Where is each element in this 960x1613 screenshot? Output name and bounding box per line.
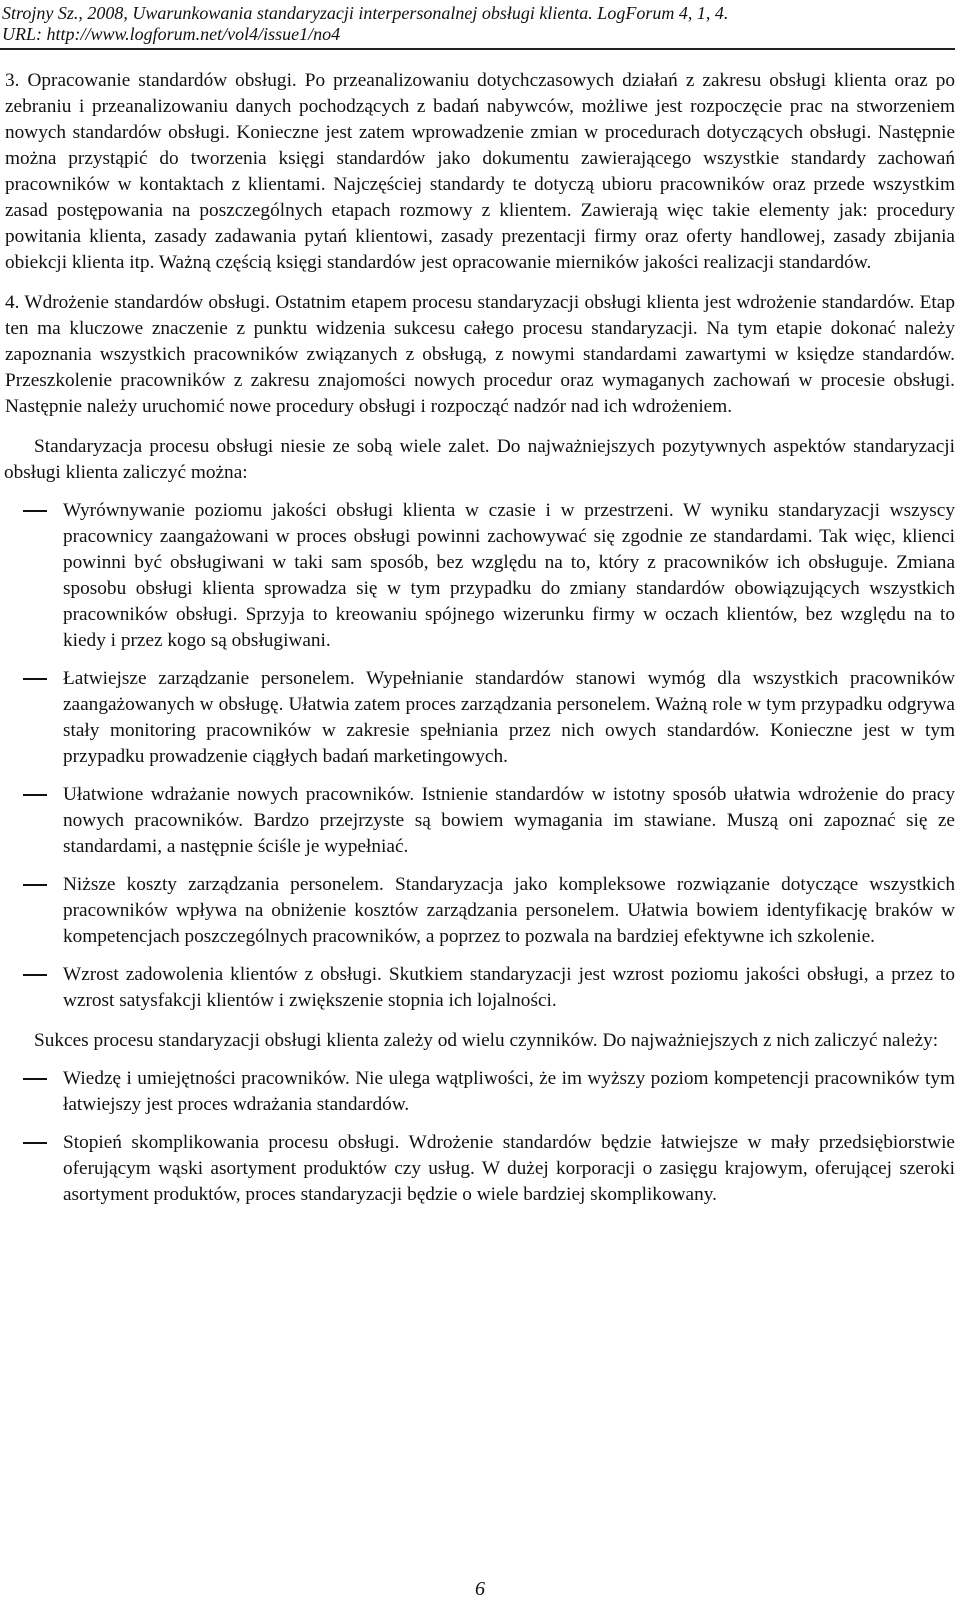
- header-divider: [0, 48, 955, 50]
- success-factor-item-1-text: Wiedzę i umiejętności pracowników. Nie ulega wątpliwości, że im wyższy poziom kompetencji pracowników tym łatwiejszy jest proces wdrażania standardów.: [63, 1068, 955, 1115]
- page-header: [2, 3, 942, 45]
- dash-bullet-icon: [23, 794, 47, 796]
- success-factor-item-2: [5, 1130, 955, 1208]
- advantage-item-3-text: Ułatwione wdrażanie nowych pracowników. Istnienie standardów w istotny sposób ułatwia wdrożenie do pracy nowych pracowników. Bardzo przejrzyste są bowiem wymagania im stawiane. Muszą oni zapoznać się ze standardami, a następnie ściśle je wypełniać.: [63, 784, 955, 857]
- section-4-paragraph: 4. Wdrożenie standardów obsługi. Ostatnim etapem procesu standaryzacji obsługi klienta jest wdrożenie standardów. Etap ten ma kluczowe znaczenie z punktu widzenia sukcesu całego procesu standaryzacji. Na tym etapie dokonać należy zapoznania wszystkich pracowników związanych z obsługą, z nowymi standardami zawartymi w księdze standardów. Przeszkolenie pracowników z zakresu znajomości nowych procedur oraz wymaganych zachowań w procesie obsługi. Następnie należy uruchomić nowe procedury obsługi i rozpocząć nadzór nad ich wdrożeniem.: [5, 292, 955, 417]
- advantage-item-2-text: Łatwiejsze zarządzanie personelem. Wypełnianie standardów stanowi wymóg dla wszystkich pracowników zaangażowanych w obsługę. Ułatwia zatem proces zarządzania personelem. Ważną role w tym przypadku odgrywa stały monitoring pracowników w zakresie spełniania przez nich owych standardów. Konieczne jest w tym przypadku prowadzenie ciągłych badań marketingowych.: [63, 668, 955, 767]
- success-intro: [5, 1028, 955, 1054]
- dash-bullet-icon: [23, 510, 47, 512]
- advantages-intro: [5, 434, 955, 486]
- header-citation: Strojny Sz., 2008, Uwarunkowania standaryzacji interpersonalnej obsługi klienta. LogForum 4, 1, 4.: [2, 3, 729, 23]
- dash-bullet-icon: [23, 678, 47, 680]
- advantage-item-4-text: Niższe koszty zarządzania personelem. Standaryzacja jako kompleksowe rozwiązanie dotyczące wszystkich pracowników wpływa na obniżenie kosztów zarządzania personelem. Ułatwia bowiem identyfikację braków w kompetencjach poszczególnych pracowników, a poprzez to pozwala na bardziej efektywne ich szkolenie.: [63, 874, 955, 947]
- section-3-paragraph: 3. Opracowanie standardów obsługi. Po przeanalizowaniu dotychczasowych działań z zakresu obsługi klienta oraz po zebraniu i przeanalizowaniu danych pochodzących z badań nabywców, możliwe jest rozpoczęcie prac na stworzeniem nowych standardów obsługi. Konieczne jest zatem wprowadzenie zmian w procedurach dotyczących obsługi. Następnie można przystąpić do tworzenia księgi standardów jako dokumentu zawierającego wszystkie standardy zachowań pracowników w kontaktach z klientami. Najczęściej standardy te dotyczą ubioru pracowników oraz przede wszystkim zasad postępowania na poszczególnych etapach rozmowy z klientem. Zawierają więc takie elementy jak: procedury powitania klienta, zasady zadawania pytań klientowi, zasady prezentacji firmy oraz oferty handlowej, zasady zbijania obiekcji klienta itp. Ważną częścią księgi standardów jest opracowanie mierników jakości realizacji standardów.: [5, 70, 955, 273]
- dash-bullet-icon: [23, 1078, 47, 1080]
- header-url: URL: http://www.logforum.net/vol4/issue1/no4: [2, 24, 341, 44]
- page-number: 6: [475, 1578, 485, 1600]
- success-intro-text: Sukces procesu standaryzacji obsługi klienta zależy od wielu czynników. Do najważniejszych z nich zaliczyć należy:: [34, 1030, 939, 1051]
- advantage-item-4: [5, 872, 955, 950]
- advantages-list: [5, 498, 955, 1014]
- page-content: [5, 68, 955, 1208]
- success-factor-item-1: [5, 1066, 955, 1118]
- dash-bullet-icon: [23, 1142, 47, 1144]
- dash-bullet-icon: [23, 884, 47, 886]
- advantage-item-1: [5, 498, 955, 654]
- success-factors-list: [5, 1066, 955, 1208]
- advantage-item-2: [5, 666, 955, 770]
- advantage-item-3: [5, 782, 955, 860]
- success-factor-item-2-text: Stopień skomplikowania procesu obsługi. Wdrożenie standardów będzie łatwiejsze w mały przedsiębiorstwie oferującym wąski asortyment produktów czy usług. W dużej korporacji o zasięgu krajowym, oferującej szeroki asortyment produktów, proces standaryzacji będzie o wiele bardziej skomplikowany.: [63, 1132, 955, 1205]
- dash-bullet-icon: [23, 974, 47, 976]
- advantage-item-5: [5, 962, 955, 1014]
- advantages-intro-text: Standaryzacja procesu obsługi niesie ze sobą wiele zalet. Do najważniejszych pozytywnych aspektów standaryzacji obsługi klienta zaliczyć można:: [4, 436, 955, 483]
- advantage-item-5-text: Wzrost zadowolenia klientów z obsługi. Skutkiem standaryzacji jest wzrost poziomu jakości obsługi, a przez to wzrost satysfakcji klientów i zwiększenie stopnia ich lojalności.: [63, 964, 955, 1011]
- advantage-item-1-text: Wyrównywanie poziomu jakości obsługi klienta w czasie i w przestrzeni. W wyniku standaryzacji wszyscy pracownicy zaangażowani w proces obsługi powinni zachowywać się zgodnie ze standardami. Tak więc, klienci powinni być obsługiwani w taki sam sposób, bez względu na to, który z pracowników ich obsługuje. Zmiana sposobu obsługi klienta sprowadza się w tym przypadku do zmiany standardów obowiązujących wszystkich pracowników obsługi. Sprzyja to kreowaniu spójnego wizerunku firmy w oczach klientów, bez względu na to kiedy i przez kogo są obsługiwani.: [63, 500, 955, 651]
